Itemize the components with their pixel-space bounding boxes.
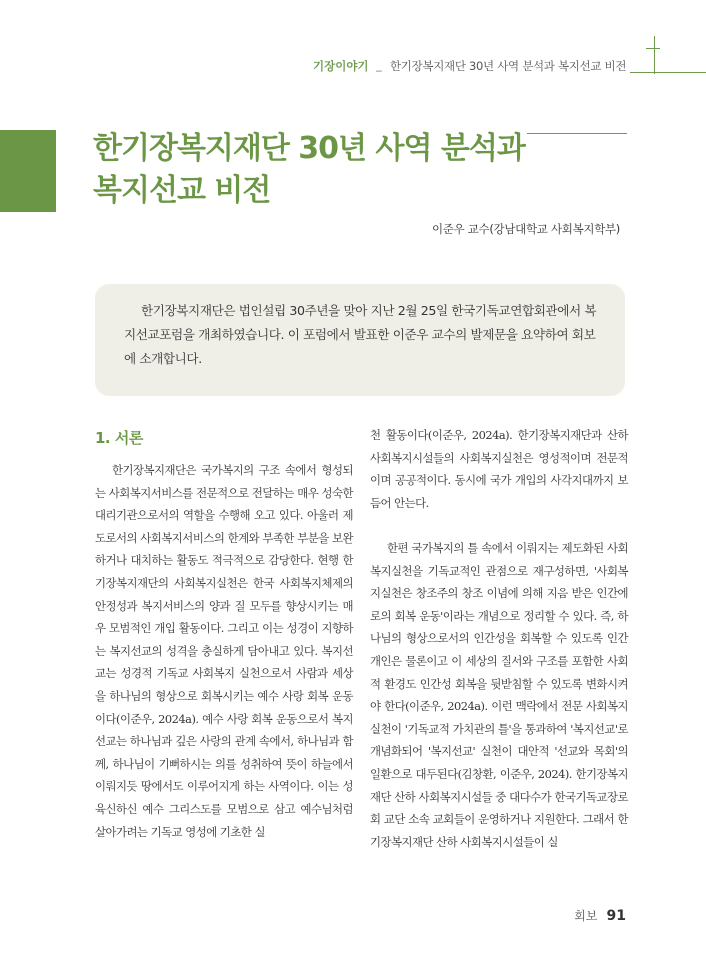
running-header-title: 한기장복지재단 30년 사역 분석과 복지선교 비전 — [390, 59, 627, 73]
article-author: 이준우 교수(강남대학교 사회복지학부) — [431, 222, 620, 236]
summary-text: 한기장복지재단은 법인설립 30주년을 맞아 지난 2월 25일 한국기독교연합회관에서 복지선교포럼을 개최하였습니다. 이 포럼에서 발표한 이준우 교수의 발제문을 요약하여 회보에 소개합니다. — [124, 303, 597, 366]
page-footer — [574, 905, 626, 924]
body-paragraph: 천 활동이다(이준우, 2024a). 한기장복지재단과 산하 사회복지시설들의 사회복지실천은 영성적이며 전문적이며 공공적이다. 동시에 국가 개입의 사각지대까지 보듬어 안는다. — [370, 428, 628, 510]
page-number: 91 — [606, 908, 626, 924]
title-accent-block — [0, 130, 56, 212]
running-header-section: 기장이야기 — [313, 59, 369, 73]
right-column — [370, 424, 628, 853]
title-decoration-line — [527, 133, 627, 134]
footer-label: 회보 — [574, 909, 598, 923]
header-decoration-cross-line — [646, 48, 660, 49]
article-title: 한기장복지재단 30년 사역 분석과 복지선교 비전 — [93, 131, 525, 208]
header-decoration-vertical-line — [654, 36, 655, 74]
running-header-separator: _ — [376, 58, 382, 72]
body-paragraph: 한편 국가복지의 틀 속에서 이뤄지는 제도화된 사회복지실천을 기독교적인 관점으로 재구성하면, '사회복지실천은 창조주의 창조 이념에 의해 지음 받은 인간에로의 회복 운동'이라는 개념으로 정리할 수 있다. 즉, 하나님의 형상으로서의 인간성을 회복할 수 있도록 인간 개인은 물론이고 이 세상의 질서와 구조를 포함한 사회적 환경도 인간성 회복을 뒷받침할 수 있도록 변화시켜야 한다(이준우, 2024a). 이런 맥락에서 전문 사회복지실천이 '기독교적 가치관의 틀'을 통과하여 '복지선교'로 개념화되어 '복지선교' 실천이 대안적 '선교와 목회'의 일환으로 대두된다(김창환, 이준우, 2024). 한기장복지재단 산하 사회복지시설들 중 대다수가 한국기독교장로회 교단 소속 교회들이 운영하거나 지원한다. 그래서 한기장복지재단 산하 사회복지시설들이 실 — [370, 540, 628, 849]
left-column — [95, 459, 353, 843]
section-heading: 1. 서론 — [95, 429, 143, 447]
header-decoration-line — [630, 72, 706, 73]
body-paragraph: 한기장복지재단은 국가복지의 구조 속에서 형성되는 사회복지서비스를 전문적으로 전달하는 매우 성숙한 대리기관으로서의 역할을 수행해 오고 있다. 아울러 제도로서의 사회복지서비스의 한계와 부족한 부분을 보완하거나 대치하는 활동도 적극적으로 감당한다. 현행 한기장복지재단의 사회복지실천은 한국 사회복지체제의 안정성과 복지서비스의 양과 질 모두를 향상시키는 매우 모범적인 개입 활동이다. 그리고 이는 성경이 지향하는 복지선교의 성격을 충실하게 담아내고 있다. 복지선교는 성경적 기독교 사회복지 실천으로서 사람과 세상을 하나님의 형상으로 회복시키는 예수 사랑 회복 운동이다(이준우, 2024a). 예수 사랑 회복 운동으로서 복지선교는 하나님과 깊은 사랑의 관계 속에서, 하나님과 함께, 하나님이 기뻐하시는 의를 성취하여 뜻이 하늘에서 이뤄지듯 땅에서도 이루어지게 하는 사역이다. 이는 성육신하신 예수 그리스도를 모범으로 삼고 예수님처럼 살아가려는 기독교 영성에 기초한 실 — [95, 463, 353, 839]
